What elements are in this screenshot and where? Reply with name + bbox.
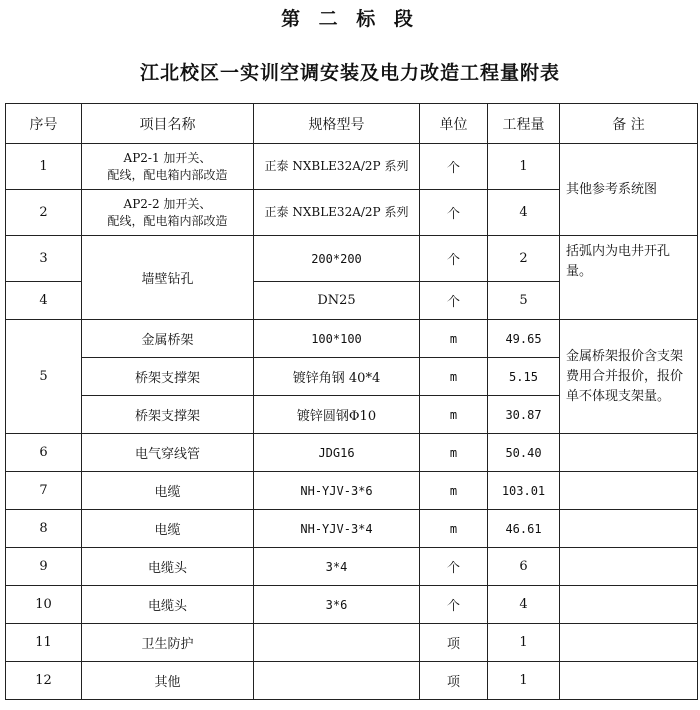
cell-quantity: 30.87 <box>488 396 560 434</box>
cell-spec: 100*100 <box>254 320 420 358</box>
table-row <box>6 472 698 510</box>
cell-item-name: 电缆头 <box>82 548 254 586</box>
cell-spec: 3*6 <box>254 586 420 624</box>
cell-unit: 个 <box>420 586 488 624</box>
table-row <box>6 548 698 586</box>
cell-quantity: 5 <box>488 282 560 320</box>
cell-unit: m <box>420 434 488 472</box>
cell-spec: 镀锌圆钢Φ10 <box>254 396 420 434</box>
cell-unit: 个 <box>420 548 488 586</box>
header-item-name: 项目名称 <box>82 104 254 144</box>
table-row <box>6 320 698 358</box>
name-line: AP2-1 加开关、 <box>123 150 212 165</box>
cell-quantity: 1 <box>488 662 560 700</box>
cell-quantity: 1 <box>488 624 560 662</box>
cell-spec: DN25 <box>254 282 420 320</box>
table-row <box>6 144 698 190</box>
cell-no: 6 <box>6 434 82 472</box>
cell-spec: 正泰 NXBLE32A/2P 系列 <box>254 190 420 236</box>
cell-quantity: 6 <box>488 548 560 586</box>
cell-item-name: 电缆 <box>82 472 254 510</box>
cell-remark: 金属桥架报价含支架费用合并报价，报价单不体现支架量。 <box>560 320 698 434</box>
header-no: 序号 <box>6 104 82 144</box>
cell-unit: m <box>420 510 488 548</box>
cell-item-name: 电缆 <box>82 510 254 548</box>
cell-no: 8 <box>6 510 82 548</box>
cell-no: 2 <box>6 190 82 236</box>
cell-quantity: 4 <box>488 586 560 624</box>
cell-item-name <box>82 190 254 236</box>
quantity-table <box>5 103 698 700</box>
table-row <box>6 510 698 548</box>
cell-no: 11 <box>6 624 82 662</box>
name-line: AP2-2 加开关、 <box>123 196 212 211</box>
cell-unit: m <box>420 396 488 434</box>
cell-quantity: 50.40 <box>488 434 560 472</box>
cell-remark: 其他参考系统图 <box>560 144 698 236</box>
name-line: 配线，配电箱内部改造 <box>107 167 228 182</box>
cell-spec: JDG16 <box>254 434 420 472</box>
table-row <box>6 586 698 624</box>
cell-remark <box>560 510 698 548</box>
table-row <box>6 236 698 282</box>
cell-unit: 个 <box>420 282 488 320</box>
cell-remark <box>560 434 698 472</box>
cell-item-name: 金属桥架 <box>82 320 254 358</box>
header-spec: 规格型号 <box>254 104 420 144</box>
cell-unit: 个 <box>420 190 488 236</box>
cell-spec: 镀锌角钢 40*4 <box>254 358 420 396</box>
cell-item-name: 墙壁钻孔 <box>82 236 254 320</box>
cell-spec: 200*200 <box>254 236 420 282</box>
cell-unit: m <box>420 472 488 510</box>
cell-spec <box>254 624 420 662</box>
cell-unit: 个 <box>420 144 488 190</box>
cell-spec: NH-YJV-3*4 <box>254 510 420 548</box>
table-header-row <box>6 104 698 144</box>
document-title: 江北校区一实训空调安装及电力改造工程量附表 <box>139 62 560 84</box>
cell-quantity: 46.61 <box>488 510 560 548</box>
cell-remark <box>560 472 698 510</box>
cell-remark <box>560 548 698 586</box>
cell-unit: m <box>420 320 488 358</box>
cell-quantity: 1 <box>488 144 560 190</box>
cell-item-name: 电缆头 <box>82 586 254 624</box>
cell-item-name: 桥架支撑架 <box>82 396 254 434</box>
cell-item-name <box>82 144 254 190</box>
cell-no: 5 <box>6 320 82 434</box>
section-title: 第 二 标 段 <box>281 8 419 30</box>
cell-spec: 3*4 <box>254 548 420 586</box>
table-row <box>6 624 698 662</box>
cell-remark <box>560 662 698 700</box>
cell-quantity: 103.01 <box>488 472 560 510</box>
cell-quantity: 2 <box>488 236 560 282</box>
cell-unit: 项 <box>420 662 488 700</box>
cell-no: 4 <box>6 282 82 320</box>
cell-spec: 正泰 NXBLE32A/2P 系列 <box>254 144 420 190</box>
cell-item-name: 其他 <box>82 662 254 700</box>
cell-item-name: 卫生防护 <box>82 624 254 662</box>
cell-remark <box>560 586 698 624</box>
cell-spec <box>254 662 420 700</box>
table-row <box>6 662 698 700</box>
cell-no: 10 <box>6 586 82 624</box>
cell-no: 3 <box>6 236 82 282</box>
cell-no: 7 <box>6 472 82 510</box>
cell-spec: NH-YJV-3*6 <box>254 472 420 510</box>
cell-remark <box>560 624 698 662</box>
cell-item-name: 电气穿线管 <box>82 434 254 472</box>
cell-quantity: 5.15 <box>488 358 560 396</box>
header-unit: 单位 <box>420 104 488 144</box>
header-remark: 备 注 <box>560 104 698 144</box>
cell-remark: 括弧内为电井开孔量。 <box>560 236 698 320</box>
cell-unit: 个 <box>420 236 488 282</box>
cell-quantity: 49.65 <box>488 320 560 358</box>
cell-quantity: 4 <box>488 190 560 236</box>
header-quantity: 工程量 <box>488 104 560 144</box>
cell-no: 1 <box>6 144 82 190</box>
cell-item-name: 桥架支撑架 <box>82 358 254 396</box>
name-line: 配线，配电箱内部改造 <box>107 213 228 228</box>
cell-no: 9 <box>6 548 82 586</box>
table-row <box>6 434 698 472</box>
cell-unit: 项 <box>420 624 488 662</box>
cell-no: 12 <box>6 662 82 700</box>
cell-unit: m <box>420 358 488 396</box>
